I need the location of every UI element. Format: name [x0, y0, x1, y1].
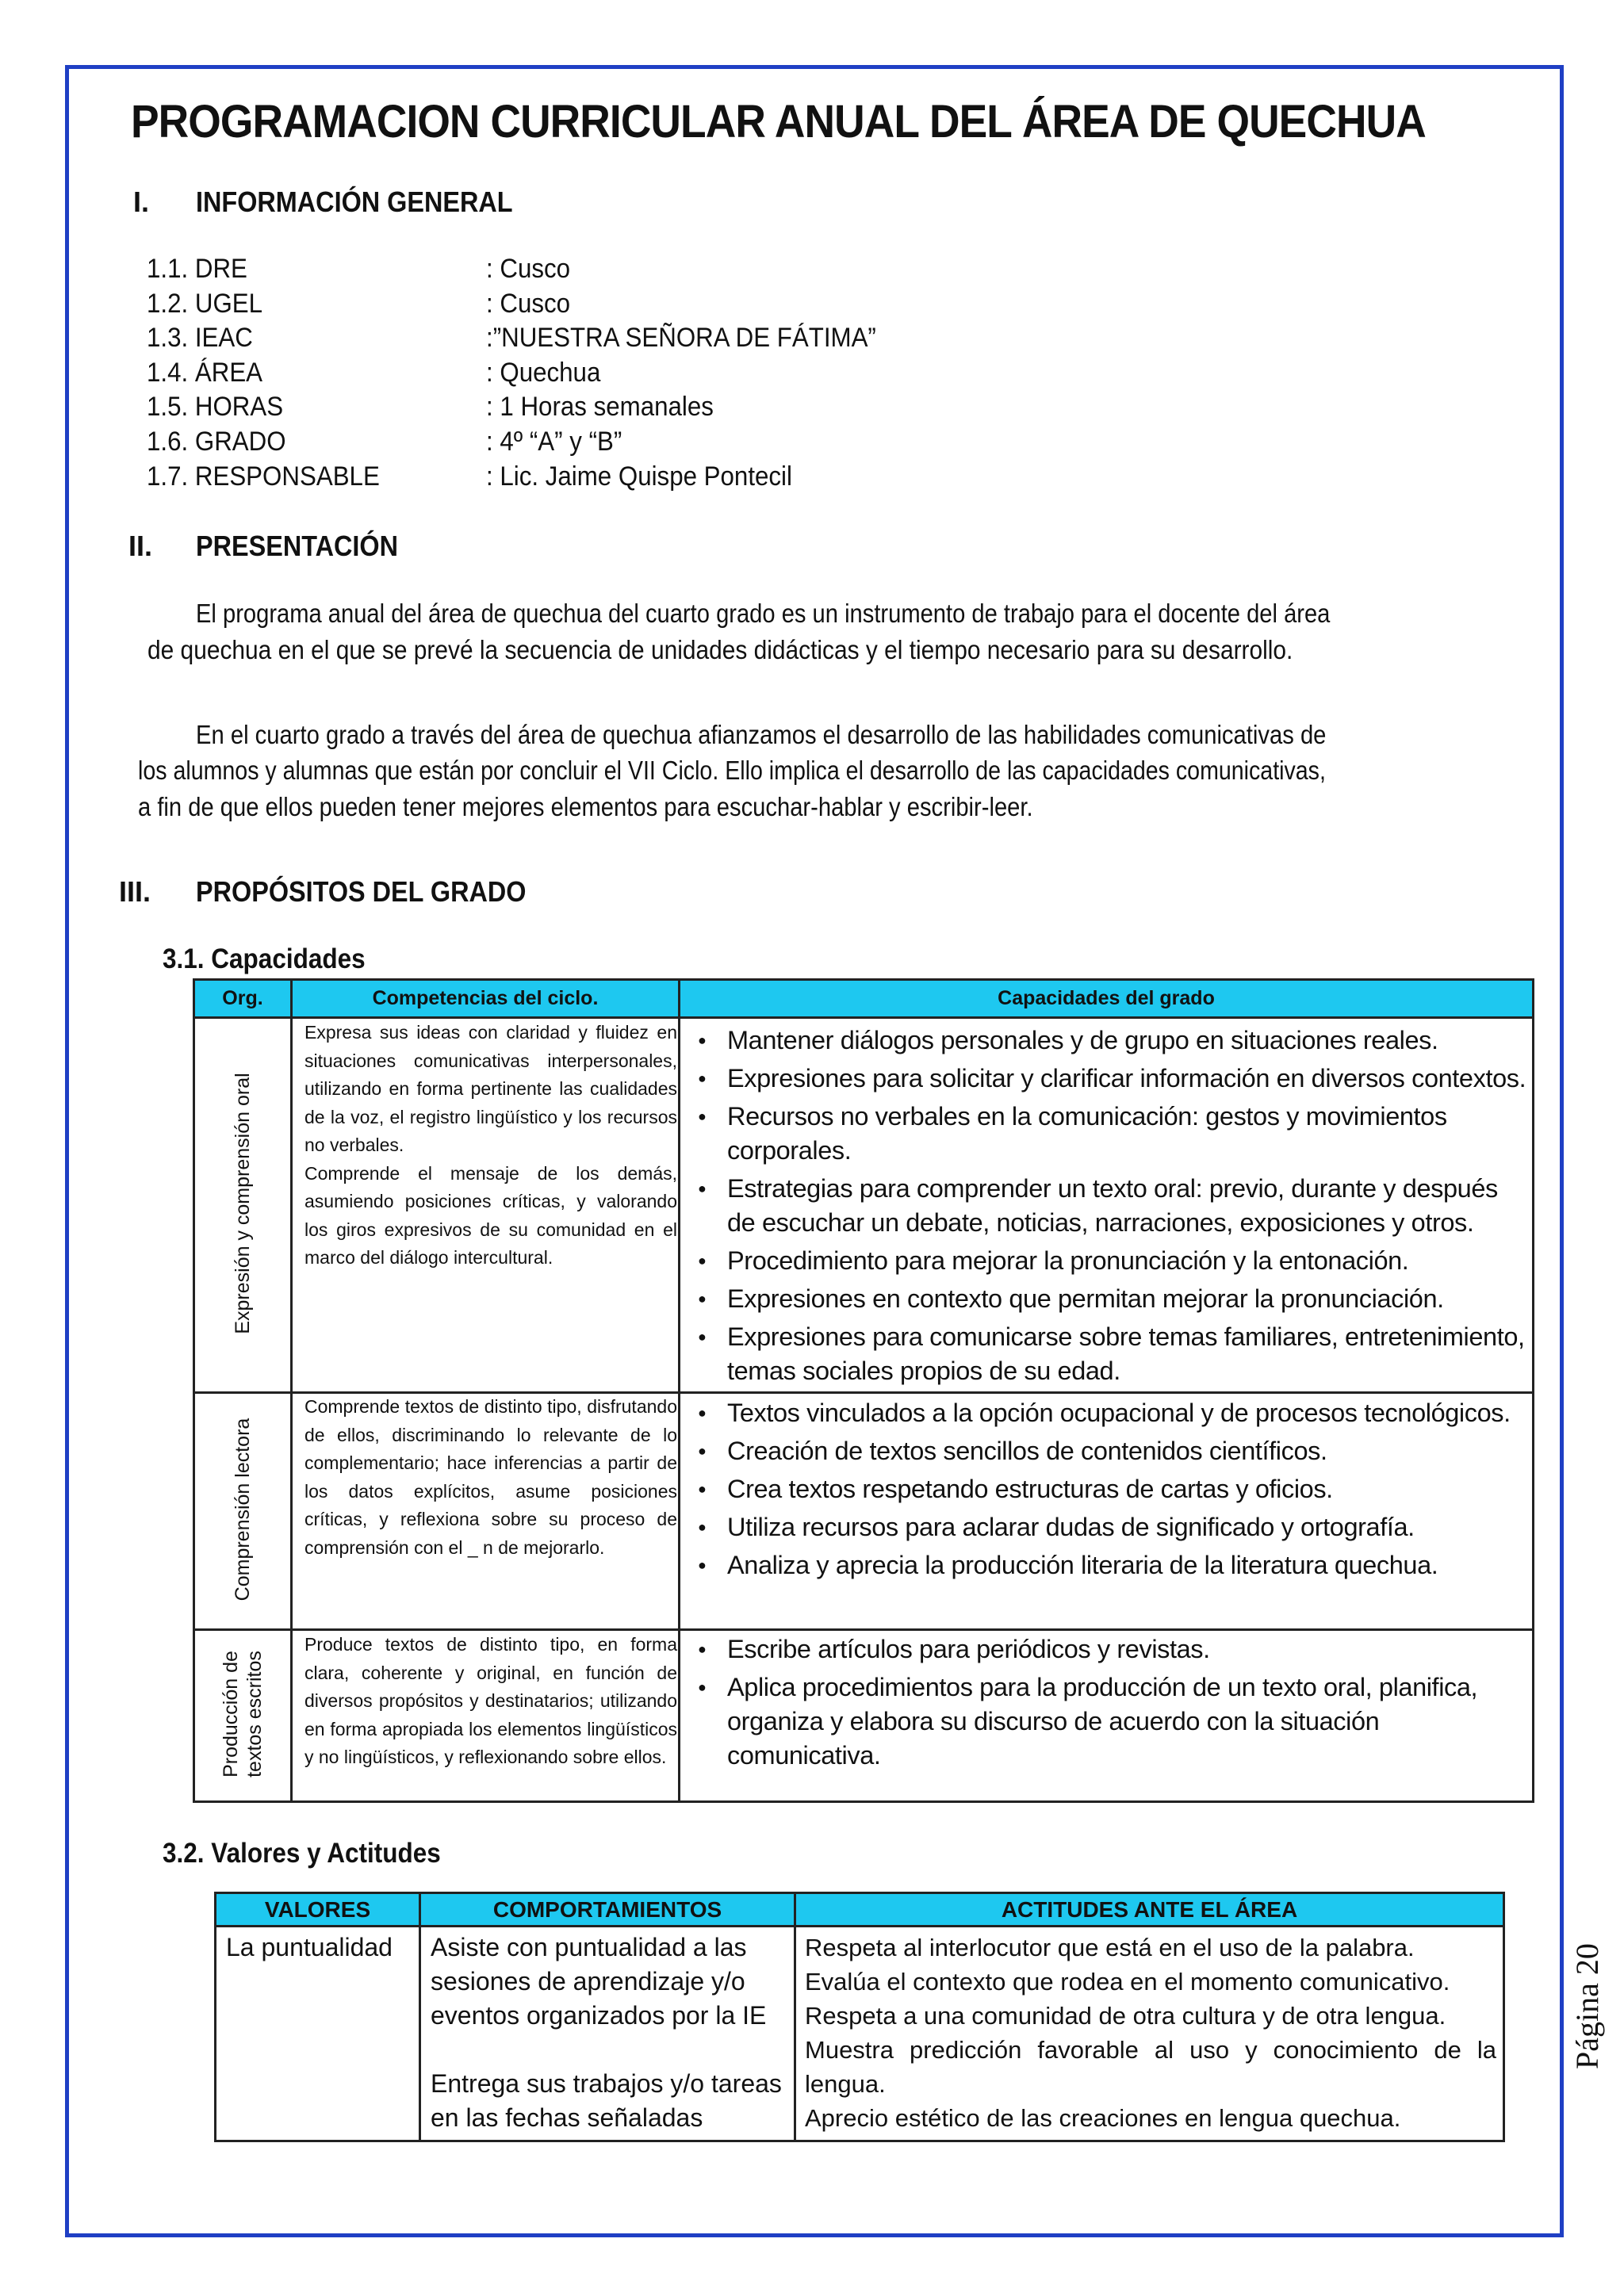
capacidades-list: [691, 1632, 1532, 1777]
page-number: Página 20: [1569, 1943, 1605, 2069]
column-divider: [794, 1894, 796, 2140]
capacidades-heading: 3.1. Capacidades: [163, 943, 366, 974]
info-label: 1.6. GRADO: [147, 426, 286, 457]
header-actitudes: ACTITUDES ANTE EL ÁREA: [1001, 1897, 1298, 1922]
list-item: ● Recursos no verbales en la comunicación: gestos y movimientos corporales.: [691, 1100, 1532, 1168]
section-1-title: INFORMACIÓN GENERAL: [196, 186, 513, 218]
section-2-number: II.: [128, 530, 153, 562]
header-comportamientos: COMPORTAMIENTOS: [492, 1897, 722, 1922]
column-divider: [419, 1894, 421, 2140]
section-3-title: PROPÓSITOS DEL GRADO: [196, 875, 527, 908]
info-label: 1.5. HORAS: [147, 392, 284, 423]
list-item: ● Creación de textos sencillos de contenidos científicos.: [691, 1434, 1532, 1468]
org-label-line: textos escritos: [243, 1651, 266, 1777]
valores-table-header: [216, 1894, 1503, 1927]
document-title: PROGRAMACION CURRICULAR ANUAL DEL ÁREA DE QUECHUA: [131, 96, 1426, 147]
valores-table: [214, 1892, 1505, 2142]
info-value: : 1 Horas semanales: [486, 392, 714, 423]
competencias-cell: [304, 1019, 677, 1272]
list-item: ● Expresiones para comunicarse sobre temas familiares, entretenimiento, temas sociales propios de su edad.: [691, 1320, 1532, 1388]
valores-heading: 3.2. Valores y Actitudes: [163, 1838, 441, 1869]
list-item: ● Escribe artículos para periódicos y revistas.: [691, 1632, 1532, 1667]
info-row: [147, 390, 910, 425]
list-item: ● Textos vinculados a la opción ocupacional y de procesos tecnológicos.: [691, 1396, 1532, 1430]
column-divider: [678, 981, 680, 1800]
column-divider: [290, 981, 293, 1800]
info-label: 1.3. IEAC: [147, 323, 253, 354]
list-item: ● Analiza y aprecia la producción literaria de la literatura quechua.: [691, 1548, 1532, 1582]
actitud-text: Evalúa el contexto que rodea en el momento comunicativo.: [805, 1968, 1450, 1996]
info-row: [147, 252, 910, 287]
list-item: ● Utiliza recursos para aclarar dudas de significado y ortografía.: [691, 1510, 1532, 1544]
list-item: ● Aplica procedimientos para la producción de un texto oral, planifica, organiza y elabora su discurso de acuerdo con la situación comunicativa.: [691, 1670, 1532, 1773]
comportamiento-text: Asiste con puntualidad a las sesiones de aprendizaje y/o eventos organizados por la IE: [431, 1933, 767, 2030]
competencias-cell: [304, 1393, 677, 1562]
presentation-p2-line2: los alumnos y alumnas que están por concluir el VII Ciclo. Ello implica el desarrollo de las capacidades comunicativas,: [138, 756, 1326, 785]
competencia-text: Produce textos de distinto tipo, en forma clara, coherente y original, en función de diversos propósitos y destinatarios; utilizando en forma apropiada los elementos lingüísticos y no lingüísticos, y reflexionando sobre ellos.: [304, 1634, 677, 1767]
capacidades-list: [691, 1396, 1532, 1586]
org-label: Expresión y comprensión oral: [232, 1073, 254, 1334]
section-3-number: III.: [119, 875, 151, 908]
capacidades-list: [691, 1024, 1532, 1392]
info-row: [147, 460, 910, 495]
list-item: ● Procedimiento para mejorar la pronunciación y la entonación.: [691, 1244, 1532, 1278]
list-item: ● Crea textos respetando estructuras de cartas y oficios.: [691, 1472, 1532, 1506]
presentation-p2-line3: a fin de que ellos pueden tener mejores elementos para escuchar-hablar y escribir-leer.: [138, 792, 1033, 821]
competencia-text: Comprende textos de distinto tipo, disfrutando de ellos, discriminando lo relevante de lo complementario; hace inferencias a partir de los datos explícitos, asume posiciones críticas, y reflexiona sobre su proceso de comprensión con el _ n de mejorarlo.: [304, 1396, 677, 1558]
actitud-text: Respeta a una comunidad de otra cultura y de otra lengua.: [805, 2002, 1446, 2030]
actitud-text: Respeta al interlocutor que está en el uso de la palabra.: [805, 1934, 1415, 1961]
header-org: Org.: [222, 987, 263, 1009]
info-value: :”NUESTRA SEÑORA DE FÁTIMA”: [486, 323, 876, 354]
actitud-text: Aprecio estético de las creaciones en lengua quechua.: [805, 2104, 1401, 2132]
presentation-p1-line1: El programa anual del área de quechua del cuarto grado es un instrumento de trabajo para el docente del área: [196, 599, 1331, 628]
general-info-list: [147, 252, 910, 494]
competencias-cell: [304, 1631, 677, 1772]
header-competencias: Competencias del ciclo.: [372, 987, 599, 1009]
section-2-title: PRESENTACIÓN: [196, 530, 399, 562]
competencia-text: Expresa sus ideas con claridad y fluidez en situaciones comunicativas interpersonales, utilizando en forma pertinente las cualidades de la voz, el registro lingüístico y los recursos no verbales.: [304, 1022, 677, 1155]
info-value: : Quechua: [486, 357, 601, 388]
section-1-number: I.: [133, 186, 150, 218]
actitud-text: Muestra predicción favorable al uso y conocimiento de la lengua.: [805, 2036, 1496, 2098]
list-item: ● Mantener diálogos personales y de grupo en situaciones reales.: [691, 1024, 1532, 1058]
list-item: ● Expresiones para solicitar y clarificar información en diversos contextos.: [691, 1062, 1532, 1096]
org-label: [219, 1627, 266, 1801]
header-capacidades: Capacidades del grado: [998, 987, 1215, 1009]
info-value: : Cusco: [486, 254, 571, 284]
info-label: 1.4. ÁREA: [147, 357, 263, 388]
info-value: : 4º “A” y “B”: [486, 426, 622, 457]
list-item: ● Expresiones en contexto que permitan mejorar la pronunciación.: [691, 1282, 1532, 1316]
comportamiento-text: Entrega sus trabajos y/o tareas en las fechas señaladas: [431, 2069, 782, 2132]
info-row: [147, 425, 910, 460]
capacidades-table-header: [195, 981, 1532, 1019]
info-value: : Lic. Jaime Quispe Pontecil: [486, 461, 792, 492]
valor-cell: La puntualidad: [226, 1933, 393, 1961]
presentation-p2-line1: En el cuarto grado a través del área de quechua afianzamos el desarrollo de las habilidades comunicativas de: [196, 720, 1327, 749]
info-value: : Cusco: [486, 288, 571, 319]
info-label: 1.7. RESPONSABLE: [147, 461, 380, 492]
actitudes-cell: [805, 1931, 1496, 2135]
capacidades-table: [193, 978, 1534, 1803]
info-row: [147, 287, 910, 322]
org-label: Comprensión lectora: [232, 1418, 254, 1601]
info-row: [147, 356, 910, 391]
presentation-p1-line2: de quechua en el que se prevé la secuencia de unidades didácticas y el tiempo necesario para su desarrollo.: [147, 635, 1293, 664]
info-label: 1.1. DRE: [147, 254, 247, 284]
header-valores: VALORES: [264, 1897, 371, 1922]
info-row: [147, 321, 910, 356]
comportamientos-cell: [431, 1931, 787, 2135]
competencia-text: Comprende el mensaje de los demás, asumiendo posiciones críticas, y valorando los giros expresivos de su comunidad en el marco del diálogo intercultural.: [304, 1162, 677, 1268]
org-label-line: Producción de: [220, 1651, 242, 1777]
list-item: ● Estrategias para comprender un texto oral: previo, durante y después de escuchar un debate, noticias, narraciones, exposiciones y otros.: [691, 1172, 1532, 1240]
info-label: 1.2. UGEL: [147, 288, 263, 319]
